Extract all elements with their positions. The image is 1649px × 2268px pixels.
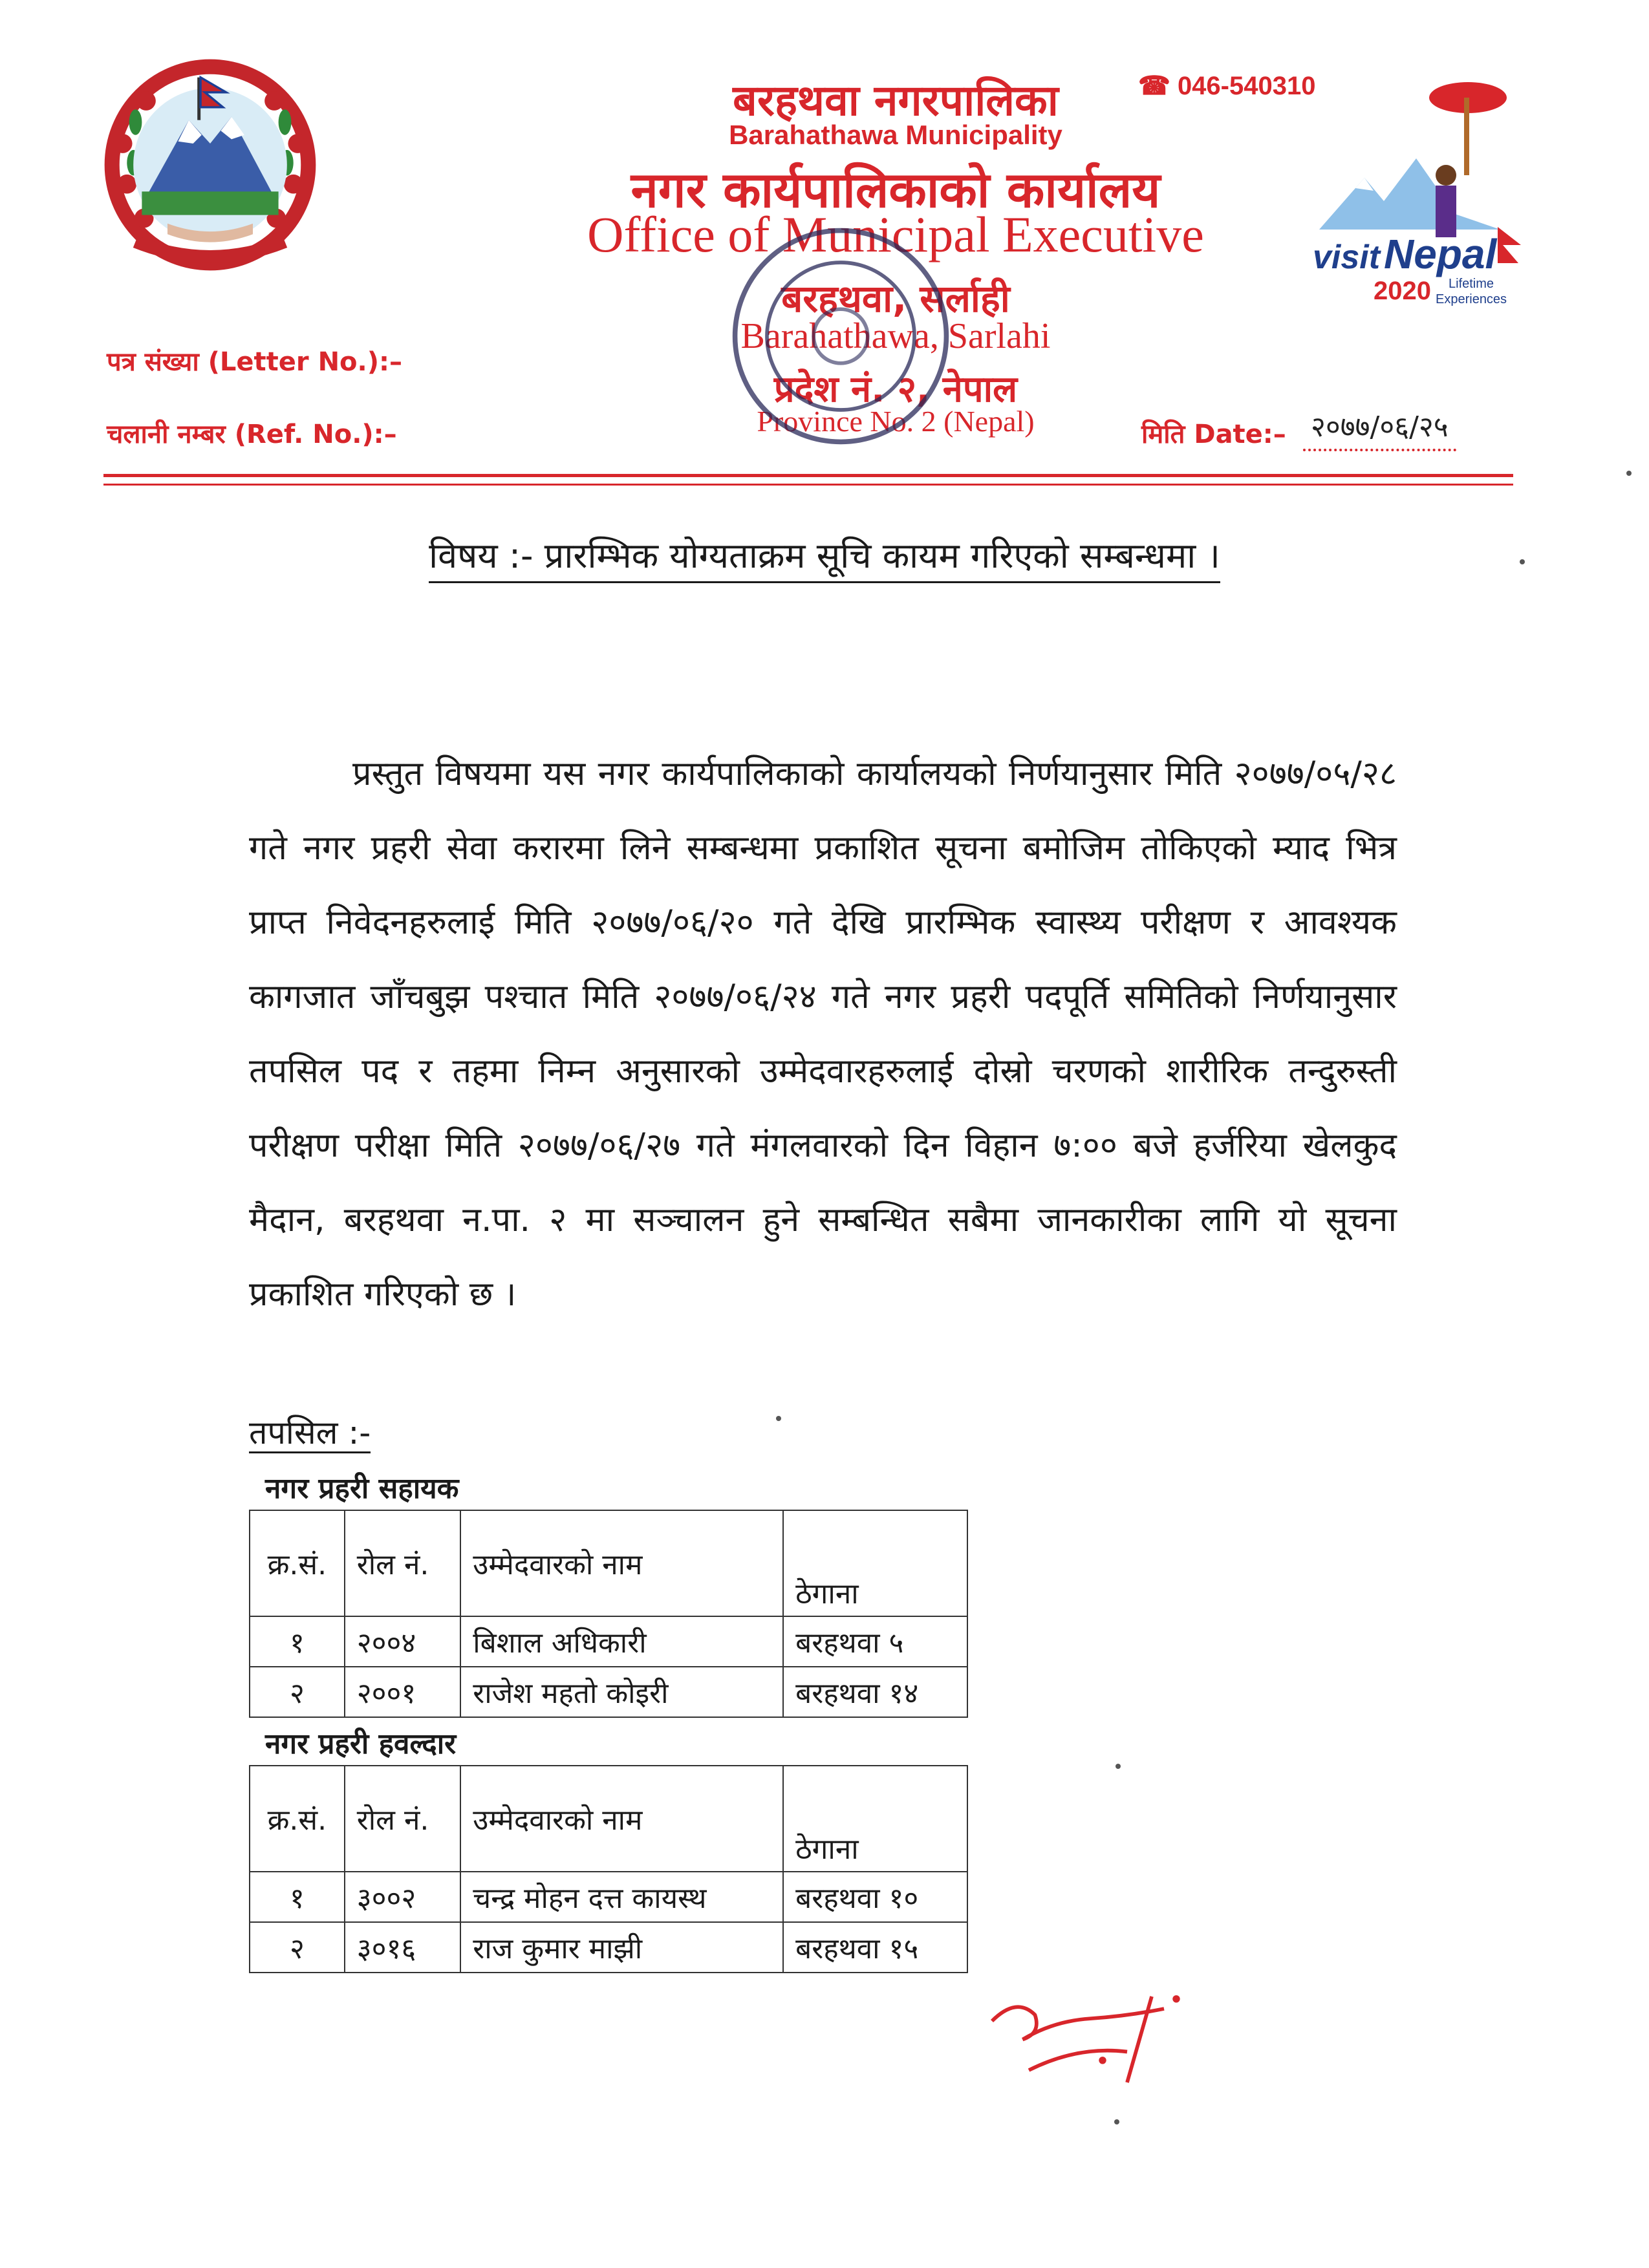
table-header-row	[250, 1766, 967, 1872]
section-title-havaldar: नगर प्रहरी हवल्दार	[265, 1728, 457, 1760]
table-row	[250, 1616, 967, 1667]
section-title-assistant: नगर प्रहरी सहायक	[265, 1472, 459, 1505]
scan-speck	[1626, 471, 1632, 476]
cell-roll: २००४	[345, 1616, 461, 1667]
cell-name: राज कुमार माझी	[460, 1922, 783, 1973]
subject-text: विषय :- प्रारम्भिक योग्यताक्रम सूचि कायम गरिएको सम्बन्धमा ।	[429, 535, 1220, 583]
body-paragraph: प्रस्तुत विषयमा यस नगर कार्यपालिकाको कार्यालयको निर्णयानुसार मिति २०७७/०५/२८ गते नगर प्रहरी सेवा करारमा लिने सम्बन्धमा प्रकाशित सूचना बमोजिम तोकिएको म्याद भित्र प्राप्त निवेदनहरुलाई मिति २०७७/०६/२० गते देखि प्रारम्भिक स्वास्थ्य परीक्षण र आवश्यक कागजात जाँचबुझ पश्चात मिति २०७७/०६/२४ गते नगर प्रहरी पदपूर्ति समितिको निर्णयानुसार तपसिल पद र तहमा निम्न अनुसारको उम्मेदवारहरुलाई दोस्रो चरणको शारीरिक तन्दुरुस्ती परीक्षण परीक्षा मिति २०७७/०६/२७ गते मंगलवारको दिन विहान ७:०० बजे हर्जरिया खेलकुद मैदान, बरहथवा न.पा. २ मा सञ्चालन हुने सम्बन्धित सबैमा जानकारीका लागि यो सूचना प्रकाशित गरिएको छ ।	[249, 754, 1397, 1314]
cell-sn: १	[250, 1616, 345, 1667]
table-row	[250, 1667, 967, 1717]
signature-mark	[980, 1972, 1225, 2095]
province-np: प्रदेश नं. २, नेपाल	[773, 369, 1018, 411]
logo-experiences-text: Experiences	[1436, 292, 1507, 306]
scan-speck	[776, 1416, 781, 1421]
cell-sn: २	[250, 1922, 345, 1973]
scan-speck	[1116, 1764, 1121, 1769]
logo-year-text: 2020	[1374, 277, 1431, 305]
tapasil-heading	[249, 1409, 371, 1453]
cell-name: चन्द्र मोहन दत्त कायस्थ	[460, 1872, 783, 1922]
logo-lifetime-text: Lifetime	[1449, 277, 1494, 291]
location-np: बरहथवा, सर्लाही	[781, 277, 1010, 321]
col-header-sn: क्र.सं.	[250, 1766, 345, 1872]
municipality-name-en: Barahathawa Municipality	[729, 120, 1062, 150]
phone-icon: ☎	[1138, 72, 1178, 100]
cell-roll: ३०१६	[345, 1922, 461, 1973]
date-label: मिति Date:–	[1141, 420, 1286, 449]
ref-no-label: चलानी नम्बर (Ref. No.):–	[107, 420, 397, 449]
office-name-np: नगर कार्यपालिकाको कार्यालय	[630, 161, 1161, 219]
logo-visit-text: visit	[1313, 239, 1381, 276]
municipality-name-np: बरहथवा नगरपालिका	[733, 76, 1059, 125]
table-header-row	[250, 1510, 967, 1616]
cell-address: बरहथवा १५	[783, 1922, 967, 1973]
cell-name: राजेश महतो कोइरी	[460, 1667, 783, 1717]
cell-name: बिशाल अधिकारी	[460, 1616, 783, 1667]
col-header-roll: रोल नं.	[345, 1766, 461, 1872]
header-divider	[103, 474, 1513, 477]
col-header-sn: क्र.सं.	[250, 1510, 345, 1616]
col-header-roll: रोल नं.	[345, 1510, 461, 1616]
subject-line	[0, 530, 1649, 578]
date-value: २०७७/०६/२५	[1303, 406, 1456, 451]
col-header-address: ठेगाना	[783, 1510, 967, 1616]
letter-no-label: पत्र संख्या (Letter No.):–	[107, 347, 403, 377]
cell-address: बरहथवा ५	[783, 1616, 967, 1667]
office-name-en: Office of Municipal Executive	[587, 206, 1204, 262]
cell-sn: १	[250, 1872, 345, 1922]
candidate-table-assistant	[249, 1510, 968, 1718]
table-row	[250, 1922, 967, 1973]
table-row	[250, 1872, 967, 1922]
scan-speck	[1520, 559, 1525, 564]
col-header-name: उम्मेदवारको नाम	[460, 1510, 783, 1616]
cell-sn: २	[250, 1667, 345, 1717]
province-en: Province No. 2 (Nepal)	[757, 405, 1035, 438]
location-en: Barahathawa, Sarlahi	[740, 316, 1051, 356]
col-header-address: ठेगाना	[783, 1766, 967, 1872]
col-header-name: उम्मेदवारको नाम	[460, 1766, 783, 1872]
candidate-table-havaldar	[249, 1765, 968, 1973]
cell-address: बरहथवा १४	[783, 1667, 967, 1717]
office-seal-stamp	[718, 213, 964, 459]
logo-nepal-text: Nepal	[1384, 231, 1497, 277]
cell-roll: ३००२	[345, 1872, 461, 1922]
phone-number: 046-540310	[1177, 72, 1316, 100]
cell-roll: २००१	[345, 1667, 461, 1717]
tapasil-label: तपसिल :-	[249, 1414, 371, 1453]
cell-address: बरहथवा १०	[783, 1872, 967, 1922]
header-divider-thin	[103, 484, 1513, 486]
scan-speck	[1114, 2119, 1119, 2124]
